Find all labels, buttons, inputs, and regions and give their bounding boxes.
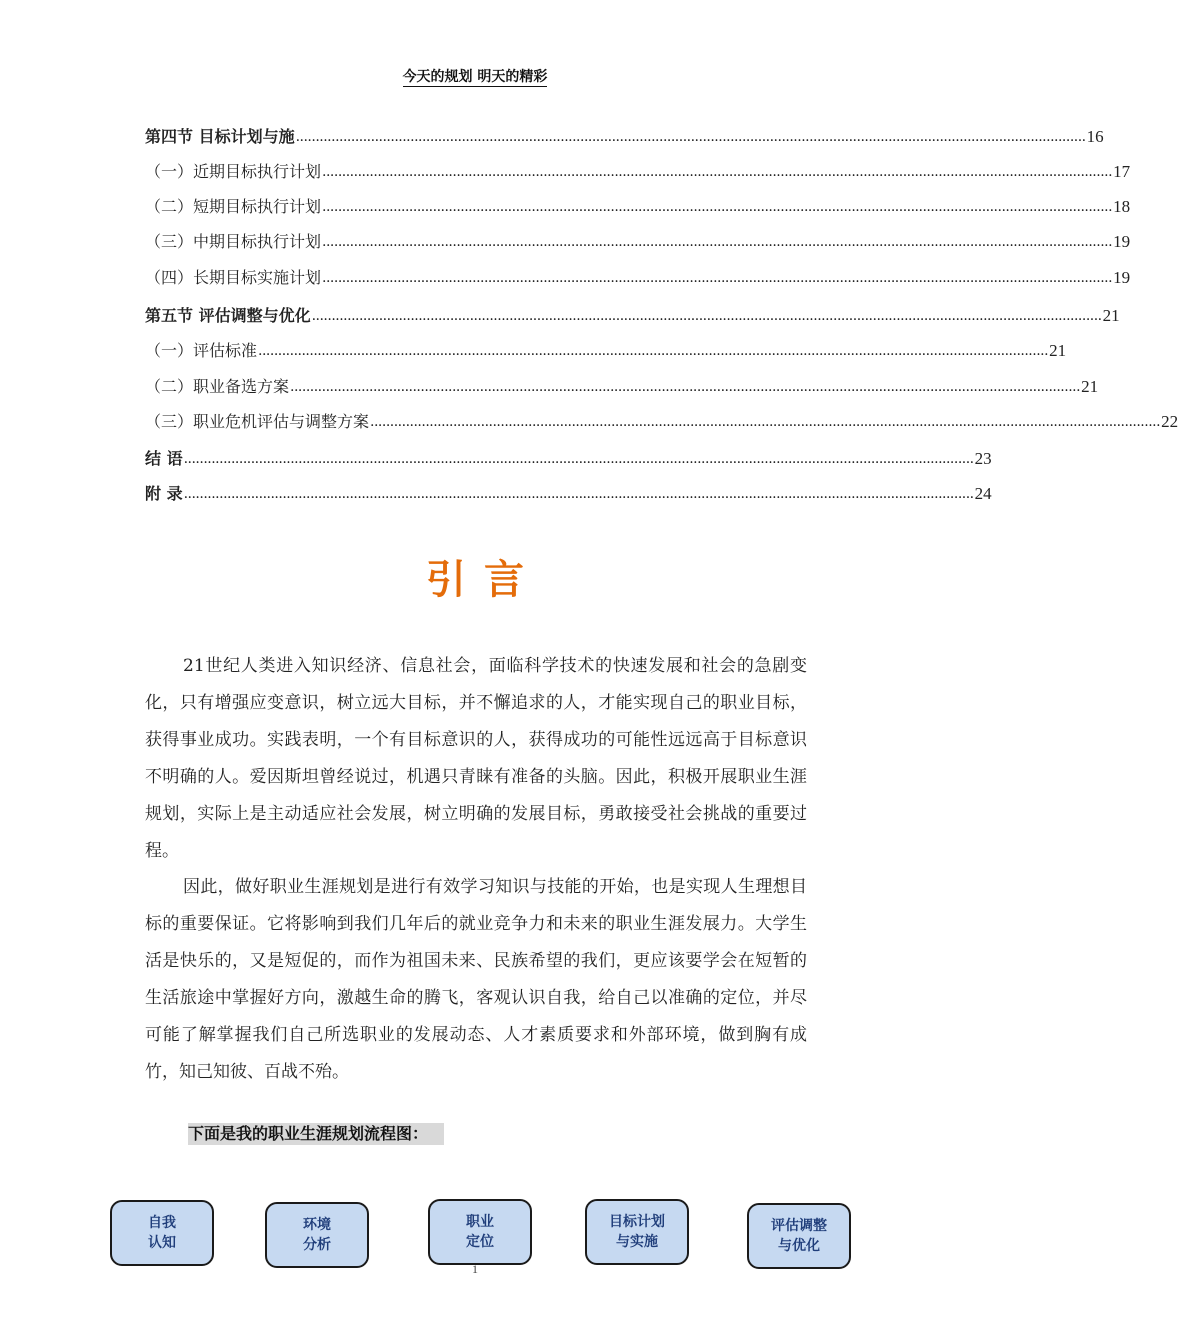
toc-entry-page: 21	[1049, 341, 1067, 360]
toc-entry-page: 21	[1102, 306, 1120, 325]
toc-leader-dots: ........................................................................................................................................................................................................	[322, 164, 1113, 180]
page-number: 1	[472, 1262, 478, 1276]
toc-entry[interactable]	[145, 375, 1099, 399]
flow-step-evaluation-optimization[interactable]	[747, 1203, 851, 1269]
toc-entry-label: 第四节 目标计划与施	[145, 127, 295, 146]
flow-step-line: 自我	[148, 1215, 176, 1231]
toc-entry[interactable]	[145, 125, 1104, 149]
flow-step-line: 环境	[303, 1217, 331, 1233]
toc-entry-label: （二）短期目标执行计划	[145, 197, 322, 216]
flow-step-text	[609, 1212, 665, 1252]
toc-entry-page: 19	[1113, 268, 1131, 287]
flow-step-text	[466, 1212, 494, 1252]
toc-leader-dots: ........................................................................................................................................................................................................	[183, 486, 974, 502]
toc-entry-page: 22	[1161, 412, 1178, 431]
toc-entry-label: 结 语	[145, 449, 183, 468]
toc-entry-page: 24	[974, 484, 992, 503]
flow-step-line: 与优化	[778, 1238, 820, 1254]
toc-leader-dots: ........................................................................................................................................................................................................	[322, 199, 1113, 215]
flow-step-text	[148, 1213, 176, 1253]
toc-entry-label: 附 录	[145, 484, 183, 503]
toc-entry-page: 21	[1081, 377, 1099, 396]
intro-heading: 引言	[426, 557, 542, 603]
intro-paragraph: 21世纪人类进入知识经济、信息社会，面临科学技术的快速发展和社会的急剧变化，只有增强应变意识，树立远大目标，并不懈追求的人，才能实现自己的职业目标，获得事业成功。实践表明，一个有目标意识的人，获得成功的可能性远远高于目标意识不明确的人。爱因斯坦曾经说过，机遇只青睐有准备的头脑。因此，积极开展职业生涯规划，实际上是主动适应社会发展，树立明确的发展目标，勇敢接受社会挑战的重要过程。	[145, 656, 807, 861]
toc-entry[interactable]	[145, 410, 1178, 434]
flow-step-line: 分析	[303, 1237, 331, 1253]
toc-entry-label: （四）长期目标实施计划	[145, 268, 322, 287]
toc-entry-page: 16	[1086, 127, 1104, 146]
toc-entry[interactable]	[145, 195, 1131, 219]
toc-leader-dots: ........................................................................................................................................................................................................	[322, 270, 1113, 286]
toc-entry[interactable]	[145, 304, 1120, 328]
toc-entry-label: （三）职业危机评估与调整方案	[145, 412, 370, 431]
flow-step-line: 认知	[148, 1235, 176, 1251]
toc-entry-page: 18	[1113, 197, 1131, 216]
toc-leader-dots: ........................................................................................................................................................................................................	[183, 451, 974, 467]
toc-entry-label: （三）中期目标执行计划	[145, 232, 322, 251]
intro-paragraph: 因此，做好职业生涯规划是进行有效学习知识与技能的开始，也是实现人生理想目标的重要保证。它将影响到我们几年后的就业竞争力和未来的职业生涯发展力。大学生活是快乐的，又是短促的，而作为祖国未来、民族希望的我们，更应该要学会在短暂的生活旅途中掌握好方向，激越生命的腾飞，客观认识自我，给自己以准确的定位，并尽可能了解掌握我们自己所选职业的发展动态、人才素质要求和外部环境，做到胸有成竹，知己知彼、百战不殆。	[145, 877, 807, 1082]
toc-entry-page: 19	[1113, 232, 1131, 251]
toc-leader-dots: ........................................................................................................................................................................................................	[258, 343, 1049, 359]
flow-step-line: 评估调整	[771, 1218, 827, 1234]
toc-entry[interactable]	[145, 482, 992, 506]
flow-step-career-positioning[interactable]	[428, 1199, 532, 1265]
flow-step-goal-planning[interactable]	[585, 1199, 689, 1265]
toc-leader-dots: ........................................................................................................................................................................................................	[370, 414, 1161, 430]
page-header	[0, 66, 950, 86]
toc-entry[interactable]	[145, 230, 1131, 254]
toc-entry-page: 23	[974, 449, 992, 468]
toc-entry[interactable]	[145, 160, 1131, 184]
flow-step-line: 与实施	[616, 1234, 658, 1250]
toc-entry-label: （二）职业备选方案	[145, 377, 290, 396]
header-title: 今天的规划 明天的精彩	[402, 69, 548, 85]
flow-step-line: 目标计划	[609, 1214, 665, 1230]
toc-leader-dots: ........................................................................................................................................................................................................	[295, 129, 1086, 145]
toc-entry[interactable]	[145, 266, 1131, 290]
flow-step-line: 职业	[466, 1214, 494, 1230]
toc-entry-page: 17	[1113, 162, 1131, 181]
flow-step-text	[303, 1215, 331, 1255]
toc-entry-label: 第五节 评估调整与优化	[145, 306, 311, 325]
flow-step-line: 定位	[466, 1234, 494, 1250]
flow-step-self-awareness[interactable]	[110, 1200, 214, 1266]
toc-entry[interactable]	[145, 447, 992, 471]
toc-leader-dots: ........................................................................................................................................................................................................	[311, 308, 1102, 324]
toc-leader-dots: ........................................................................................................................................................................................................	[290, 379, 1081, 395]
flowchart-caption: 下面是我的职业生涯规划流程图：	[188, 1123, 444, 1145]
toc-leader-dots: ........................................................................................................................................................................................................	[322, 234, 1113, 250]
toc-entry-label: （一）近期目标执行计划	[145, 162, 322, 181]
flow-step-text	[771, 1216, 827, 1256]
toc-entry[interactable]	[145, 339, 1067, 363]
toc-entry-label: （一）评估标准	[145, 341, 258, 360]
flow-step-environment-analysis[interactable]	[265, 1202, 369, 1268]
